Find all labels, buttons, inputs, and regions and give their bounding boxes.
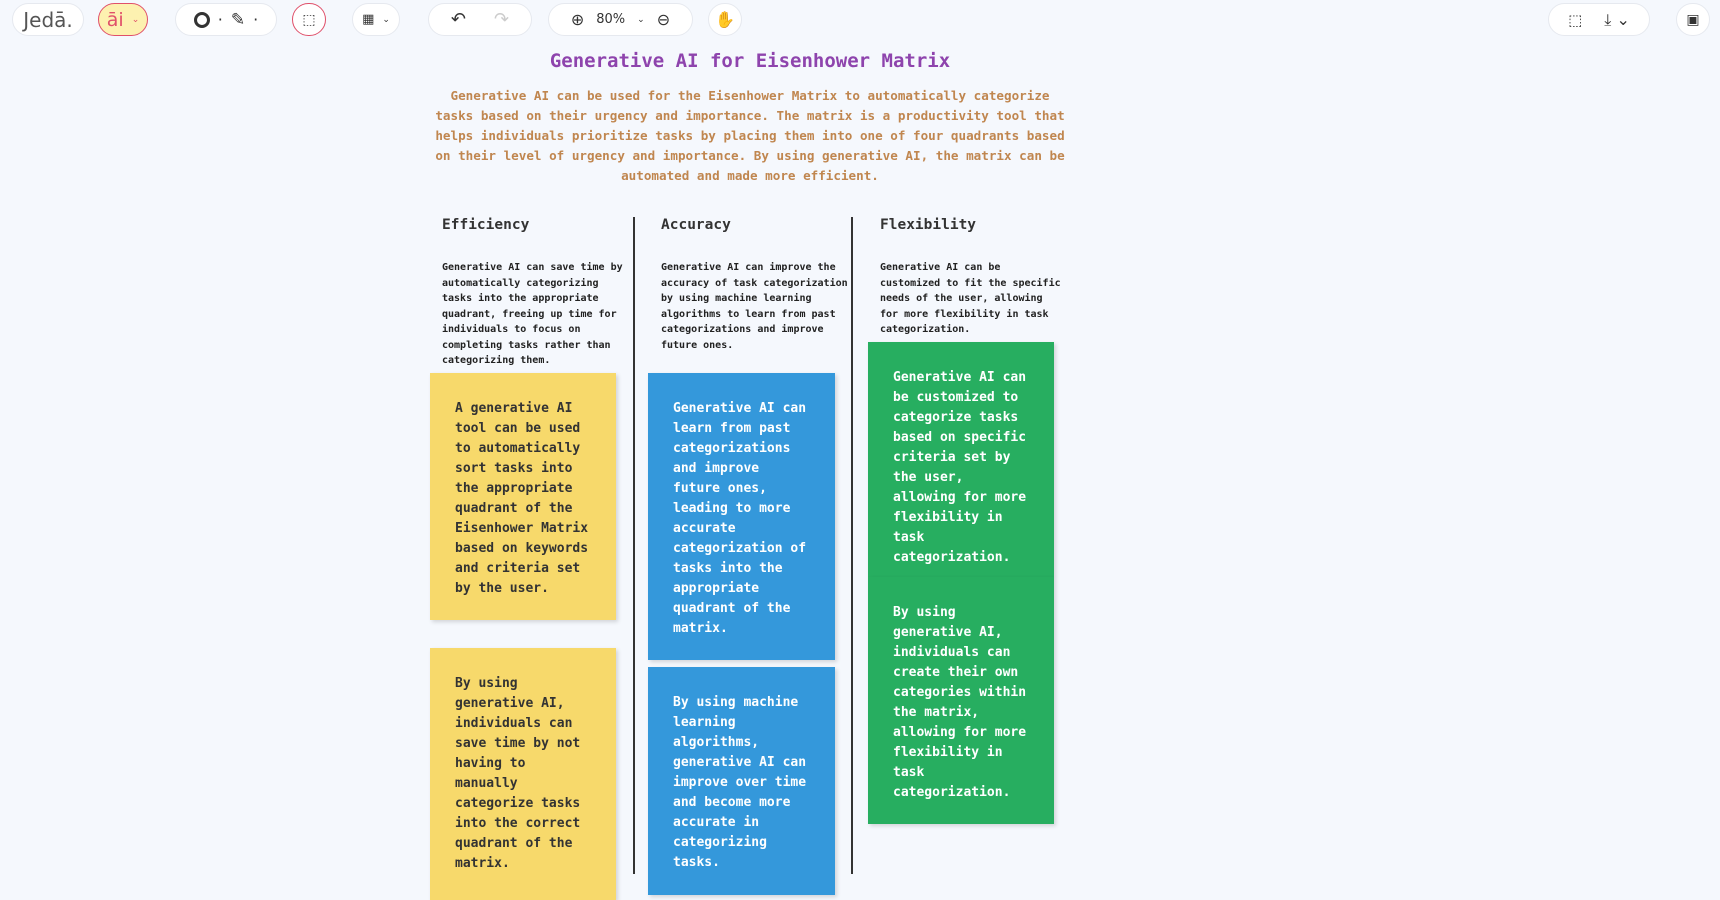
grid-add-icon: ▦ [362,12,375,27]
draw-tools [175,3,277,36]
column-text-accuracy: Generative AI can improve the accuracy of task categorization by using machine learning algorithms to learn from past categorizations and improve future ones. [661,262,848,351]
zoom-level[interactable]: 80% [596,12,626,27]
chevron-down-icon: ⌄ [382,14,390,25]
sticky-note[interactable]: By using generative AI, individuals can save time by not having to manually categorize tasks into the correct quadrant of the matrix. [430,648,616,900]
dot-icon: · [253,10,259,29]
column-heading-accuracy: Accuracy [661,217,731,233]
page-title: Generative AI for Eisenhower Matrix [549,50,951,72]
select-cursor-icon: ⬚ [302,11,316,28]
history-controls [428,3,532,36]
screenshot-icon[interactable]: ⬚ [1568,10,1583,29]
column-heading-flexibility: Flexibility [880,217,977,233]
sticky-note[interactable]: By using generative AI, individuals can create their own categories within the matrix, allowing for more flexibility in task categorization. [868,577,1054,824]
presentation-button[interactable] [1676,3,1710,36]
hand-tool-button[interactable] [708,3,742,36]
sticky-note[interactable]: Generative AI can learn from past categorizations and improve future ones, leading to more accurate categorization of tasks into the appropriate quadrant of the matrix. [648,373,835,660]
column-divider [851,217,853,874]
redo-icon[interactable]: ↷ [494,9,510,30]
column-text-efficiency: Generative AI can save time by automatically categorizing tasks into the appropriate quadrant, freeing up time for individuals to focus on completing tasks rather than categorizing them. [442,262,623,366]
presenter-icon: ▣ [1686,11,1700,28]
select-tool-button[interactable] [292,3,326,36]
zoom-out-icon[interactable]: ⊖ [656,10,671,29]
undo-icon[interactable]: ↶ [450,9,466,30]
logo[interactable] [12,3,84,36]
zoom-in-icon[interactable]: ⊕ [570,10,585,29]
column-text-flexibility: Generative AI can be customized to fit the specific needs of the user, allowing for more flexibility in task categorization. [880,262,1061,335]
ai-label: āi [106,8,124,31]
column-divider [633,217,635,874]
dot-icon: · [217,10,223,29]
download-icon[interactable]: ⤓ ⌄ [1604,9,1630,29]
export-controls [1548,3,1650,36]
chevron-down-icon[interactable]: ⌄ [637,14,645,25]
pen-icon[interactable]: ✎ [230,9,246,30]
chevron-down-icon: ⌄ [131,14,140,25]
sticky-note[interactable]: By using machine learning algorithms, generative AI can improve over time and become more accurate in categorizing tasks. [648,667,835,895]
sticky-note[interactable]: Generative AI can be customized to categorize tasks based on specific criteria set by the user, allowing for more flexibility in task categorization. [868,342,1054,577]
hand-icon: ✋ [715,10,735,29]
logo-text: Jedā. [23,7,73,32]
ai-button[interactable] [98,3,148,36]
sticky-note[interactable]: A generative AI tool can be used to automatically sort tasks into the appropriate quadrant of the Eisenhower Matrix based on keywords and criteria set by the user. [430,373,616,620]
column-heading-efficiency: Efficiency [442,217,530,233]
page-description: Generative AI can be used for the Eisenhower Matrix to automatically categorize tasks based on their urgency and importance. The matrix is a productivity tool that helps individuals prioritize tasks by placing them into one of four quadrants based on their level of urgency and importance. By using generative AI, the matrix can be automated and made more efficient. [435,88,1065,183]
layout-button[interactable] [352,3,400,36]
circle-shape-icon[interactable] [194,12,210,28]
zoom-controls [548,3,693,36]
